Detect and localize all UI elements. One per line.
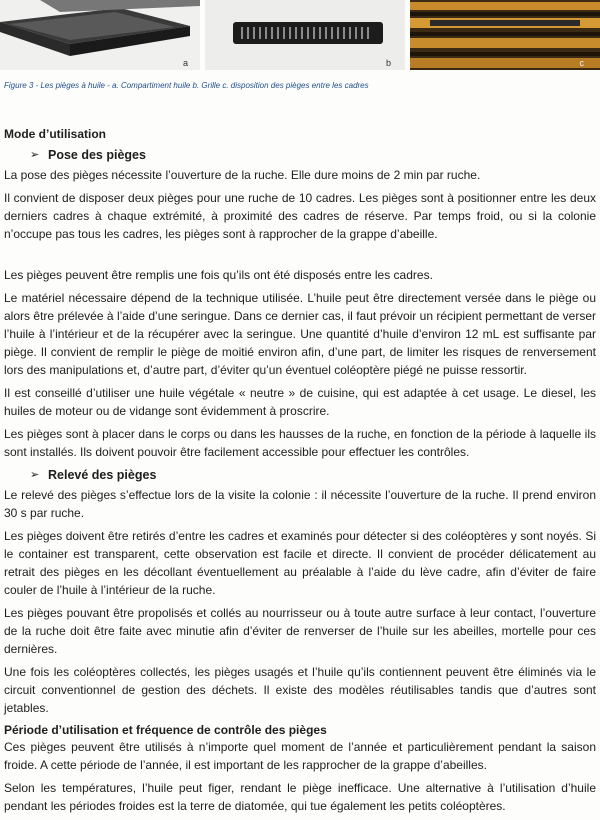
figure-photos [0,0,600,70]
paragraph: Il convient de disposer deux pièges pour une ruche de 10 cadres. Les pièges sont à positionner entre les deux derniers cadres à chaque extrémité, à proximité des cadres de réserve. Par temps froid, ou si la colonie n’occupe pas tous les cadres, les pièges sont à rapprocher de la grappe d’abeille. [4,191,596,241]
arrow-icon: ➢ [30,469,40,481]
photo-label-b: b [385,58,391,68]
paragraph: La pose des pièges nécessite l’ouverture de la ruche. Elle dure moins de 2 min par ruche. [4,168,481,182]
trap-between-frames-illustration [410,0,600,70]
subsection-heading-periode: Période d’utilisation et fréquence de contrôle des pièges [4,723,327,737]
subsection-title: Relevé des pièges [48,468,157,482]
photo-label-a: a [182,58,188,68]
subsection-heading-releve [30,466,596,484]
paragraph: Les pièges sont à placer dans le corps ou dans les hausses de la ruche, en fonction de la période à laquelle ils sont installés. Ils doivent pouvoir être facilement accessible pour effectuer les contrôles. [4,427,596,459]
oil-trap-compartment-illustration [0,0,200,70]
document-body [4,126,596,820]
photo-oil-compartment [0,0,200,70]
paragraph: Selon les températures, l’huile peut figer, rendant le piège inefficace. Une alternative à l’utilisation d’huile pendant les périodes froides est la terre de diatomée, qui tue également les petits coléoptères. [4,781,596,813]
oil-trap-grid-illustration [205,0,405,70]
paragraph: Les pièges doivent être retirés d’entre les cadres et examinés pour détecter si des coléoptères y sont noyés. Si le container est transparent, cette observation est facile et directe. Il convient de procéder délicatement au retrait des pièges en les décollant éventuellement au préalable à l’aide du lève cadre, afin d’éviter de faire couler de l’huile à l’intérieur de la ruche. [4,529,596,597]
arrow-icon: ➢ [30,149,40,161]
paragraph: Le matériel nécessaire dépend de la technique utilisée. L’huile peut être directement versée dans le piège ou alors être prélevée à l’aide d’une seringue. Dans ce dernier cas, il faut prévoir un récipient permettant de verser l’huile à l’intérieur et de la récupérer avec la seringue. Une quantité d’huile d’environ 12 mL est suffisante par piège. Il convient de remplir le piège de moitié environ afin, d’une part, de limiter les risques de renversement lors des manipulations et, d’autre part, d’éviter qu’un éventuel coléoptère piégé ne puisse ressortir. [4,291,596,377]
photo-grid [205,0,405,70]
spacer [4,248,596,266]
subsection-title: Pose des pièges [48,148,146,162]
paragraph: Le relevé des pièges s’effectue lors de la visite la colonie : il nécessite l’ouverture de la ruche. Il prend environ 30 s par ruche. [4,488,596,520]
photo-trap-placement [410,0,600,70]
paragraph: Les pièges pouvant être propolisés et collés au nourrisseur ou à toute autre surface à leur contact, l’ouverture de la ruche doit être faite avec minutie afin d’éviter de renverser de l’huile sur les abeilles, mortelle pour ces dernières. [4,606,596,656]
paragraph: Les pièges peuvent être remplis une fois qu’ils ont été disposés entre les cadres. [4,268,433,282]
photo-label-c: c [579,58,584,68]
section-title: Mode d’utilisation [4,127,106,141]
paragraph: Il est conseillé d’utiliser une huile végétale « neutre » de cuisine, qui est adaptée à cet usage. Le diesel, les huiles de moteur ou de vidange sont évidemment à proscrire. [4,386,596,418]
figure-caption: Figure 3 - Les pièges à huile - a. Compartiment huile b. Grille c. disposition des pièges entre les cadres [4,81,369,90]
subsection-heading-pose [30,146,596,164]
paragraph: Ces pièges peuvent être utilisés à n’importe quel moment de l’année et particulièrement pendant la saison froide. A cette période de l’année, il est important de les rapprocher de la grappe d’abeilles. [4,740,596,772]
paragraph: Une fois les coléoptères collectés, les pièges usagés et l’huile qu’ils contiennent peuvent être éliminés via le circuit conventionnel de gestion des déchets. Il existe des modèles réutilisables tandis que d’autres sont jetables. [4,665,596,715]
